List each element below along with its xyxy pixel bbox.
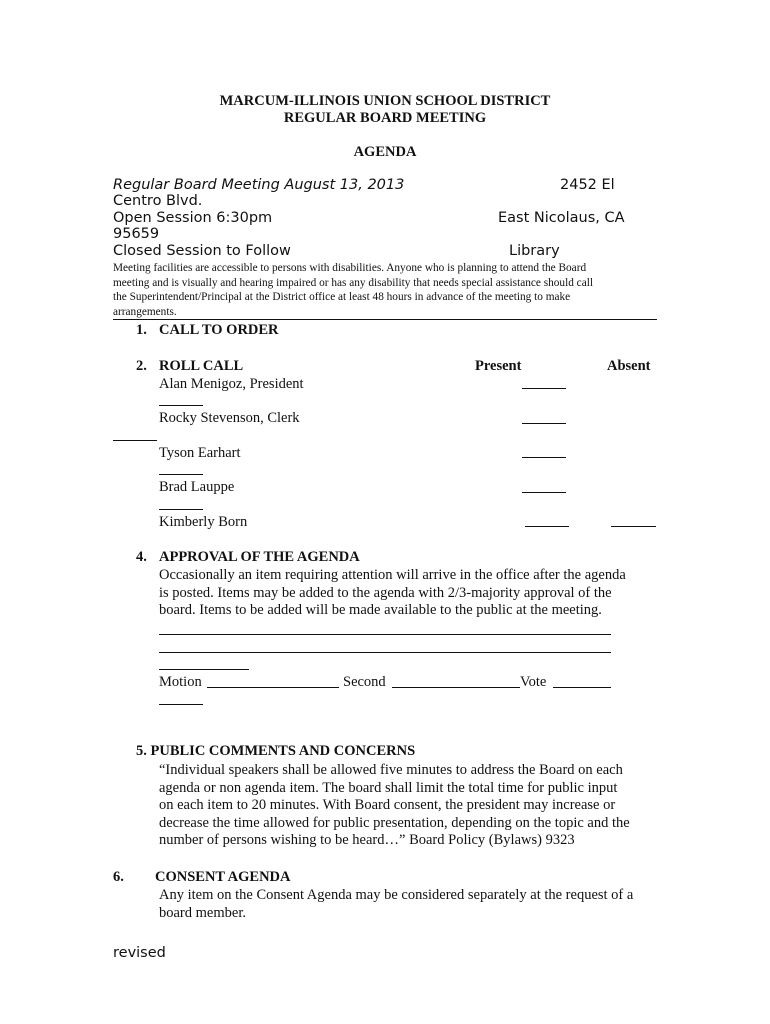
- roll-member-2: Rocky Stevenson, Clerk: [159, 410, 300, 426]
- item-6-title: CONSENT AGENDA: [155, 869, 291, 885]
- address-line-2: Centro Blvd.: [113, 193, 203, 209]
- notice-line-3: the Superintendent/Principal at the District office at least 48 hours in advance of the meeting to make: [113, 291, 571, 304]
- closed-session: Closed Session to Follow: [113, 243, 291, 259]
- absent-blank-1[interactable]: [159, 405, 203, 406]
- present-blank-1[interactable]: [522, 388, 566, 389]
- notice-line-4: arrangements.: [113, 305, 177, 318]
- roll-member-4: Brad Lauppe: [159, 479, 235, 495]
- item-1-number: 1.: [136, 322, 147, 338]
- item-4-number: 4.: [136, 549, 147, 565]
- present-blank-2[interactable]: [522, 423, 566, 424]
- section-divider: [113, 319, 657, 320]
- approval-text-2: is posted. Items may be added to the agenda with 2/3-majority approval of the: [159, 584, 612, 601]
- present-blank-3[interactable]: [522, 457, 566, 458]
- public-comments-text-2: agenda or non agenda item. The board shall limit the total time for public input: [159, 779, 618, 796]
- notice-line-1: Meeting facilities are accessible to persons with disabilities. Anyone who is planning to attend the Board: [113, 262, 587, 274]
- public-comments-text-1: “Individual speakers shall be allowed five minutes to address the Board on each: [159, 762, 623, 778]
- present-blank-4[interactable]: [522, 492, 566, 493]
- added-items-line-1[interactable]: [159, 634, 611, 635]
- notice-line-2: meeting and is visually and hearing impaired or has any disability that needs special assistance should call: [113, 276, 593, 289]
- item-2-title: ROLL CALL: [159, 358, 244, 374]
- roll-member-1: Alan Menigoz, President: [159, 376, 304, 392]
- revised-note: revised: [113, 945, 166, 961]
- city: East Nicolaus, CA: [498, 210, 625, 226]
- present-header: Present: [475, 358, 522, 374]
- absent-blank-2[interactable]: [113, 440, 157, 441]
- item-5-heading: 5. PUBLIC COMMENTS AND CONCERNS: [136, 743, 416, 759]
- added-items-line-3[interactable]: [159, 669, 249, 670]
- motion-blank[interactable]: [207, 687, 339, 688]
- address-line-1: 2452 El: [560, 177, 615, 193]
- consent-text-1: Any item on the Consent Agenda may be considered separately at the request of a: [159, 887, 634, 903]
- absent-blank-5[interactable]: [611, 526, 656, 527]
- approval-text-1: Occasionally an item requiring attention will arrive in the office after the agenda: [159, 567, 626, 583]
- item-2-number: 2.: [136, 358, 147, 374]
- public-comments-text-5: number of persons wishing to be heard…” Board Policy (Bylaws) 9323: [159, 832, 575, 848]
- meeting-type: REGULAR BOARD MEETING: [283, 110, 487, 126]
- public-comments-text-3: on each item to 20 minutes. With Board consent, the president may increase or: [159, 797, 616, 813]
- public-comments-text-4: decrease the time allowed for public presentation, depending on the topic and the: [159, 814, 630, 831]
- agenda-title: AGENDA: [353, 144, 417, 160]
- second-blank[interactable]: [392, 687, 520, 688]
- item-6-number: 6.: [113, 869, 124, 885]
- item-4-title: APPROVAL OF THE AGENDA: [159, 549, 360, 565]
- district-name: MARCUM-ILLINOIS UNION SCHOOL DISTRICT: [219, 93, 551, 109]
- roll-member-5: Kimberly Born: [159, 514, 248, 530]
- second-label: Second: [343, 674, 386, 690]
- open-session: Open Session 6:30pm: [113, 210, 273, 226]
- consent-text-2: board member.: [159, 904, 246, 921]
- absent-header: Absent: [607, 358, 651, 374]
- present-blank-5[interactable]: [525, 526, 569, 527]
- location: Library: [509, 243, 560, 259]
- motion-label: Motion: [159, 674, 202, 690]
- vote-blank-2[interactable]: [159, 704, 203, 705]
- absent-blank-3[interactable]: [159, 474, 203, 475]
- meeting-date: Regular Board Meeting August 13, 2013: [113, 177, 405, 193]
- roll-member-3: Tyson Earhart: [159, 445, 241, 461]
- item-1-title: CALL TO ORDER: [159, 322, 279, 338]
- approval-text-3: board. Items to be added will be made available to the public at the meeting.: [159, 602, 602, 618]
- vote-label: Vote: [520, 674, 547, 690]
- zip-code: 95659: [113, 226, 160, 242]
- vote-blank-1[interactable]: [553, 687, 611, 688]
- added-items-line-2[interactable]: [159, 652, 611, 653]
- absent-blank-4[interactable]: [159, 509, 203, 510]
